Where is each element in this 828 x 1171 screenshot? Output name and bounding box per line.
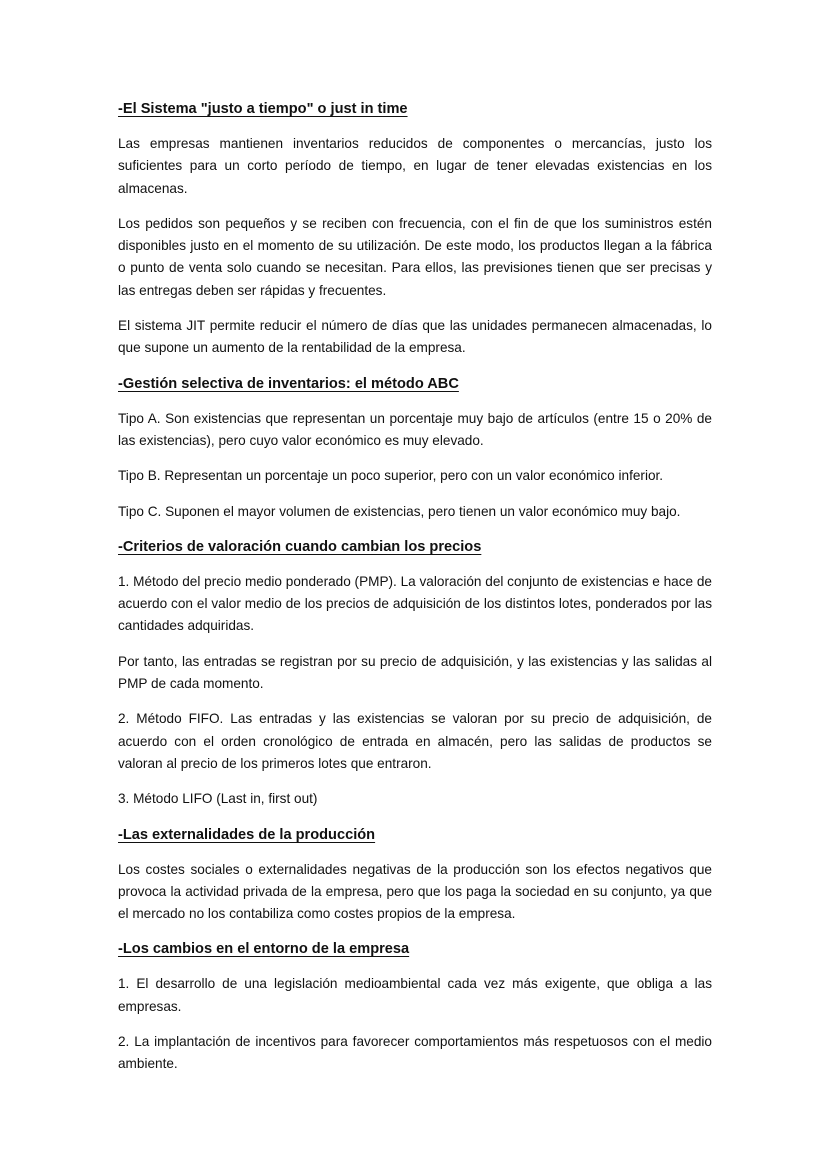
section-environment-changes <box>118 938 712 1075</box>
paragraph: El sistema JIT permite reducir el número de días que las unidades permanecen almacenadas, lo que supone un aumento de la rentabilidad de la empresa. <box>118 318 712 356</box>
section-valuation-criteria <box>118 536 712 811</box>
section-title: -Las externalidades de la producción <box>118 826 376 843</box>
paragraph: Tipo C. Suponen el mayor volumen de existencias, pero tienen un valor económico muy bajo. <box>118 503 681 519</box>
section-externalities <box>118 824 712 926</box>
paragraph: Tipo B. Representan un porcentaje un poco superior, pero con un valor económico inferior. <box>118 468 664 484</box>
paragraph: Los costes sociales o externalidades negativas de la producción son los efectos negativos que provoca la actividad privada de la empresa, pero que los paga la sociedad en su conjunto, ya que el mercado no los contabiliza como costes propios de la empresa. <box>118 861 712 922</box>
section-title: -Los cambios en el entorno de la empresa <box>118 941 410 958</box>
paragraph: Los pedidos son pequeños y se reciben con frecuencia, con el fin de que los suministros estén disponibles justo en el momento de su utilización. De este modo, los productos llegan a la fábrica o punto de venta solo cuando se necesitan. Para ellos, las previsiones tienen que ser precisas y las entregas deben ser rápidas y frecuentes. <box>118 215 712 298</box>
document-page <box>118 98 712 1089</box>
paragraph: Por tanto, las entradas se registran por su precio de adquisición, y las existencias y las salidas al PMP de cada momento. <box>118 653 712 692</box>
paragraph: 1. Método del precio medio ponderado (PMP). La valoración del conjunto de existencias e hace de acuerdo con el valor medio de los precios de adquisición de los distintos lotes, ponderados por las cantidades adquiridas. <box>118 573 712 634</box>
paragraph: 1. El desarrollo de una legislación medioambiental cada vez más exigente, que obliga a las empresas. <box>118 976 712 1014</box>
section-abc-method <box>118 373 712 523</box>
paragraph: Las empresas mantienen inventarios reducidos de componentes o mercancías, justo los suficientes para un corto período de tiempo, en lugar de tener elevadas existencias en los almacenas. <box>118 136 712 196</box>
paragraph: Tipo A. Son existencias que representan un porcentaje muy bajo de artículos (entre 15 o 20% de las existencias), pero cuyo valor económico es muy elevado. <box>118 410 712 448</box>
paragraph: 3. Método LIFO (Last in, first out) <box>118 791 318 807</box>
paragraph: 2. La implantación de incentivos para favorecer comportamientos más respetuosos con el medio ambiente. <box>118 1034 712 1072</box>
section-just-in-time <box>118 98 712 360</box>
section-title: -El Sistema "justo a tiempo" o just in time <box>118 101 408 117</box>
paragraph: 2. Método FIFO. Las entradas y las existencias se valoran por su precio de adquisición, de acuerdo con el orden cronológico de entrada en almacén, pero las salidas de productos se valoran al precio de los primeros lotes que entraron. <box>118 711 712 771</box>
section-title: -Gestión selectiva de inventarios: el método ABC <box>118 375 459 392</box>
section-title: -Criterios de valoración cuando cambian los precios <box>118 538 482 555</box>
